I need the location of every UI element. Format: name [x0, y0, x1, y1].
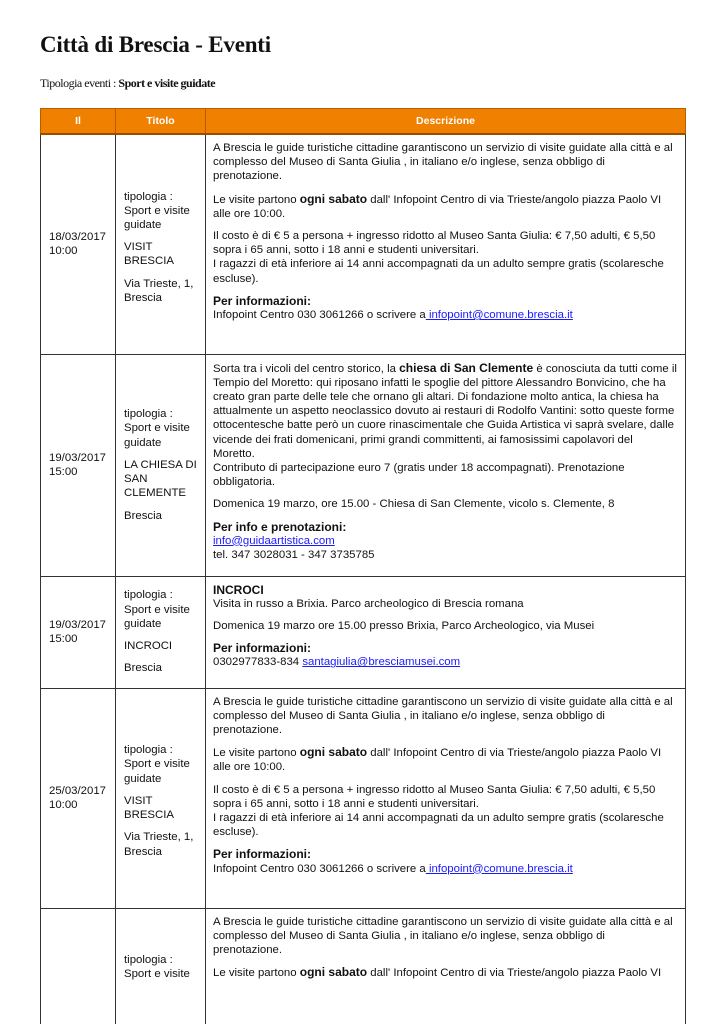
page-title: Città di Brescia - Eventi [40, 32, 271, 57]
event-title: INCROCI [124, 640, 173, 653]
event-type-label: tipologia : [124, 408, 173, 421]
desc-paragraph [213, 192, 677, 221]
email-link[interactable]: infopoint@comune.brescia.it [425, 309, 573, 322]
info-heading: Per informazioni: [213, 641, 312, 656]
subtitle-value: Sport e visite guidate [118, 76, 216, 90]
table-row [41, 908, 686, 1024]
info-line [213, 655, 677, 669]
event-type-value: Sport e visite guidate [124, 422, 190, 449]
event-type-value: Sport e visite guidate [124, 204, 190, 231]
info-text: Infopoint Centro 030 3061266 o scrivere a [213, 862, 426, 875]
event-type-label: tipologia : [124, 744, 173, 757]
desc-bold-text: ogni sabato [299, 745, 368, 760]
event-time: 10:00 [49, 245, 78, 258]
desc-paragraph: Domenica 19 marzo, ore 15.00 - Chiesa di San Clemente, vicolo s. Clemente, 8 [213, 498, 615, 511]
desc-paragraph [213, 745, 677, 774]
info-heading: Per informazioni: [213, 293, 312, 308]
event-title-cell [116, 576, 206, 688]
event-date: 19/03/2017 [49, 618, 107, 631]
info-text: Infopoint Centro 030 3061266 o scrivere a [213, 309, 426, 322]
desc-text: dall' Infopoint Centro di via Trieste/angolo piazza Paolo VI alle ore 10:00. [213, 747, 662, 774]
event-date: 19/03/2017 [49, 451, 107, 464]
event-title-cell [116, 354, 206, 576]
event-date: 18/03/2017 [49, 231, 107, 244]
desc-text: è conosciuta da tutti come il Tempio del Moretto: qui riposano infatti le spoglie del pittore Alessandro Bonvicino, che ha creato gran parte delle tele che ornano gli altari. Di fondazione molto antica, la chiesa ha attualmente un aspetto neoclassico dovuto ai restauri di Rodolfo Vantini: sotto queste forme ottocentesche batte però un cuore rinascimentale che Guida Artistica vi saprà svelare, dalle vicende dei frati domenicani, primi grandi committenti, ai famosissimi capolavori del Moretto. [213, 362, 677, 460]
desc-paragraph [213, 965, 677, 980]
email-link[interactable]: santagiulia@bresciamusei.com [302, 656, 461, 669]
event-location: Brescia [124, 662, 162, 675]
desc-paragraph [213, 361, 677, 461]
event-type-subtitle [40, 76, 215, 91]
event-title-cell [116, 688, 206, 908]
event-type-label: tipologia : [124, 953, 173, 966]
event-type-label: tipologia : [124, 589, 173, 602]
email-link[interactable]: infopoint@comune.brescia.it [425, 862, 573, 875]
event-date-cell [41, 908, 116, 1024]
event-location: Via Trieste, 1, Brescia [124, 831, 194, 858]
event-title-cell [116, 908, 206, 1024]
event-time: 15:00 [49, 466, 78, 478]
event-title: LA CHIESA DI SAN CLEMENTE [124, 458, 197, 500]
info-line [213, 308, 677, 322]
desc-text: Sorta tra i vicoli del centro storico, la [213, 362, 400, 375]
event-type-value: Sport e visite [124, 967, 190, 980]
desc-bold-text: ogni sabato [299, 191, 368, 206]
event-location: Brescia [124, 509, 162, 522]
desc-text: Le visite partono [213, 967, 300, 980]
info-heading: Per informazioni: [213, 847, 312, 862]
info-line [213, 862, 677, 876]
desc-paragraph: Domenica 19 marzo ore 15.00 presso Brixia, Parco Archeologico, via Musei [213, 619, 595, 632]
event-date-cell [41, 688, 116, 908]
event-description-cell [206, 576, 686, 688]
event-description-cell [206, 688, 686, 908]
desc-paragraph: Contributo di partecipazione euro 7 (gratis under 18 accompagnati). Prenotazione obbligatoria. [213, 461, 625, 489]
desc-heading: INCROCI [213, 582, 264, 597]
event-description-cell [206, 354, 686, 576]
desc-text: Le visite partono [213, 193, 300, 206]
table-row [41, 576, 686, 688]
event-title-cell [116, 134, 206, 354]
subtitle-label: Tipologia eventi : [40, 76, 119, 90]
desc-text: Le visite partono [213, 747, 300, 760]
header-title: Titolo [116, 109, 206, 135]
header-description: Descrizione [206, 109, 686, 135]
event-date: 25/03/2017 [49, 784, 107, 797]
desc-text: dall' Infopoint Centro di via Trieste/angolo piazza Paolo VI [367, 967, 662, 980]
desc-paragraph: Visita in russo a Brixia. Parco archeologico di Brescia romana [213, 597, 524, 610]
event-description-cell [206, 134, 686, 354]
event-type-value: Sport e visite guidate [124, 603, 190, 630]
event-time: 10:00 [49, 799, 78, 811]
events-table [40, 108, 686, 1024]
event-time: 15:00 [49, 633, 78, 645]
event-type-value: Sport e visite guidate [124, 758, 190, 785]
desc-paragraph: I ragazzi di età inferiore ai 14 anni accompagnati da un adulto sempre gratis (scolaresche escluse). [213, 811, 664, 839]
event-title: VISIT BRESCIA [124, 241, 175, 268]
table-row [41, 688, 686, 908]
event-location: Via Trieste, 1, Brescia [124, 277, 194, 304]
event-description-cell [206, 908, 686, 1024]
desc-paragraph: Il costo è di € 5 a persona + ingresso ridotto al Museo Santa Giulia: € 7,50 adulti, € 5,50 sopra i 65 anni, sotto i 18 anni e studenti universitari. [213, 783, 656, 810]
event-date-cell [41, 576, 116, 688]
desc-paragraph: Il costo è di € 5 a persona + ingresso ridotto al Museo Santa Giulia: € 7,50 adulti, € 5,50 sopra i 65 anni, sotto i 18 anni e studenti universitari. [213, 230, 656, 257]
info-text: 0302977833-834 [213, 656, 303, 669]
info-heading: Per info e prenotazioni: [213, 519, 347, 534]
event-date-cell [41, 134, 116, 354]
desc-text: dall' Infopoint Centro di via Trieste/angolo piazza Paolo VI alle ore 10:00. [213, 193, 662, 220]
event-date-cell [41, 354, 116, 576]
email-link[interactable]: info@guidaartistica.com [213, 534, 335, 547]
event-type-label: tipologia : [124, 190, 173, 203]
desc-paragraph: A Brescia le guide turistiche cittadine garantiscono un servizio di visite guidate alla città e al complesso del Museo di Santa Giulia , in italiano e/o inglese, senza obbligo di prenotazione. [213, 915, 673, 956]
info-phone: tel. 347 3028031 - 347 3735785 [213, 548, 375, 561]
desc-bold-text: chiesa di San Clemente [399, 360, 534, 375]
event-title: VISIT BRESCIA [124, 794, 175, 822]
desc-paragraph: A Brescia le guide turistiche cittadine garantiscono un servizio di visite guidate alla città e al complesso del Museo di Santa Giulia , in italiano e/o inglese, senza obbligo di prenotazione. [213, 142, 673, 183]
desc-paragraph: I ragazzi di età inferiore ai 14 anni accompagnati da un adulto sempre gratis (scolaresche escluse). [213, 258, 664, 285]
desc-paragraph: A Brescia le guide turistiche cittadine garantiscono un servizio di visite guidate alla città e al complesso del Museo di Santa Giulia , in italiano e/o inglese, senza obbligo di prenotazione. [213, 695, 673, 736]
table-header-row [41, 109, 686, 135]
table-row [41, 134, 686, 354]
desc-bold-text: ogni sabato [299, 965, 368, 980]
table-row [41, 354, 686, 576]
header-date: Il [41, 109, 116, 135]
